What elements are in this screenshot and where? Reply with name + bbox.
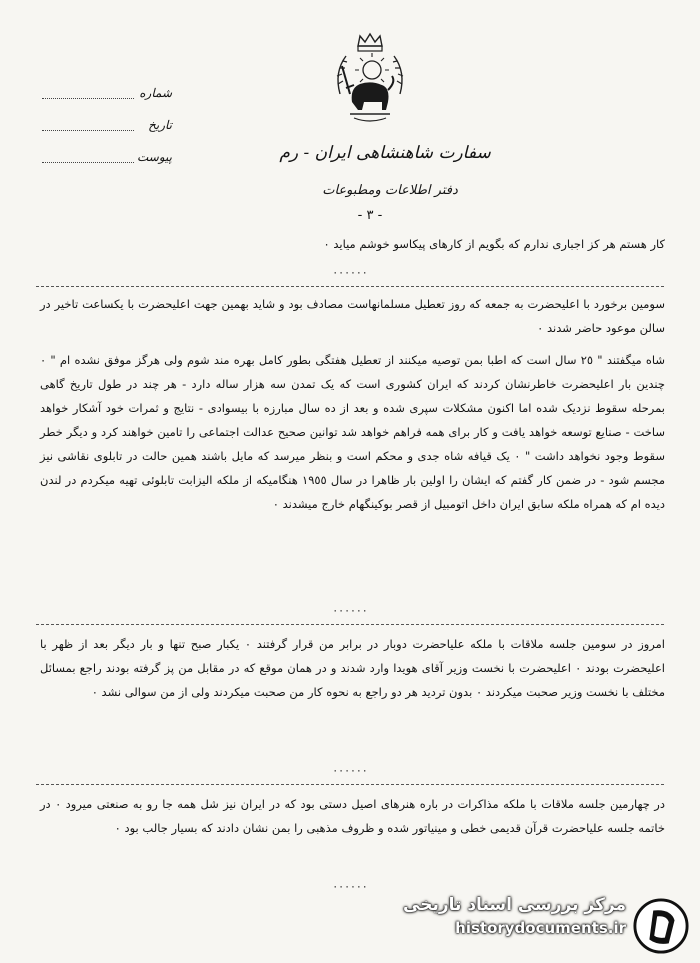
archive-logo-icon — [632, 897, 690, 955]
watermark-site: historydocuments.ir — [455, 919, 626, 937]
paragraph-1: کار هستم هر کز اجباری ندارم که بگویم از کارهای پیکاسو خوشم میاید ۰ — [323, 237, 665, 251]
separator-4: ۰۰۰۰۰۰ — [332, 880, 368, 893]
watermark-text — [396, 895, 626, 937]
header-fields — [42, 82, 172, 178]
date-label: تاریخ — [148, 118, 172, 132]
lion-and-sun-emblem — [330, 32, 410, 132]
number-field — [42, 82, 172, 114]
attachment-field — [42, 146, 172, 178]
attachment-label: پیوست — [137, 150, 172, 164]
separator-2: ۰۰۰۰۰۰ — [332, 604, 368, 617]
paragraph-5: در چهارمین جلسه ملاقات با ملکه مذاکرات در باره هنرهای اصیل دستی بود که در ایران نیز شل همه جا رو به صنعتی میرود ۰ در خاتمه جلسه علیاحضرت قرآن قدیمی خطی و مینیاتور شده و ظروف مذهبی را بمن نشان دادند که بسیار جالب بود ۰ — [40, 797, 665, 835]
paragraph-4: امروز در سومین جلسه ملاقات با ملکه علیاحضرت دوبار در برابر من قرار گرفتند ۰ یکبار صبح تنها و بار دیگر بعد از ظهر با اعلیحضرت بودند ۰ اعلیحضرت با نخست وزیر آقای هویدا وارد شدند و در همان موقع که در مقابل من پز گرفته بودند راجع بمسائل مختلف با نخست وزیر صحبت میکردند ۰ بدون تردید هر دو راجع به نحوه کار من صحبت میکردند ولی از من سوالی نشد ۰ — [40, 637, 666, 699]
page-number: - ٣ - — [357, 208, 383, 223]
department-name: دفتر اطلاعات ومطبوعات — [322, 183, 458, 198]
dotted-line — [42, 98, 134, 99]
number-label: شماره — [139, 86, 172, 100]
embassy-name: سفارت شاهنشاهی ایران - رم — [279, 143, 491, 163]
divider-line — [36, 784, 664, 785]
paragraph-3: شاه میگفتند " ٢٥ سال است که اطبا بمن توصیه میکنند از تعطیل هفتگی بطور کامل بهره مند شوم ولی هرگز موفق نشده ام " ۰ چندین بار اعلیحضرت خاطرنشان کردند که ایران کشوری است که یک تمدن سه هزار ساله دارد - هر چند در طول تاریخ گاهی بمرحله سقوط نزدیک شده اما اکنون مشکلات سپری شده و بعد از ده سال مبارزه با بیسوادی - نتایج و ثمرات خود آشکار خواهد ساخت - صنایع توسعه خواهد یافت و کار برای همه فراهم خواهد شد توانین صحیح عدالت اجتماعی را تامین خواهند کرد و دیگر خطر سقوط وجود نخواهد داشت " ۰ یک قیافه شاه جدی و محکم است و بنظر میرسد که مایل باشند همین حالت در تابلوی نقاشی نیز مجسم شود - در ضمن کار گفتم که ایشان را اولین بار ظاهرا در سال ١٩٥٥ هنگامیکه از ملکه الیزابت تابلوئی تهیه میکردم در لندن دیده ام که همراه ملکه سابق ایران داخل اتومبیل از قصر بوکینگهام خارج میشدند ۰ — [40, 353, 665, 511]
separator-3: ۰۰۰۰۰۰ — [332, 764, 368, 777]
divider-line — [36, 624, 664, 625]
dotted-line — [42, 130, 134, 131]
date-field — [42, 114, 172, 146]
paragraph-2: سومین برخورد با اعلیحضرت به جمعه که روز تعطیل مسلمانهاست مصادف بود و شاید بهمین جهت اعلیحضرت با یکساعت تاخیر در سالن موعود حاضر شدند ۰ — [40, 297, 665, 335]
separator-1: ۰۰۰۰۰۰ — [332, 266, 368, 279]
divider-line — [36, 286, 664, 287]
watermark-title: مرکز بررسی اسناد تاریخی — [403, 895, 626, 915]
dotted-line — [42, 162, 134, 163]
watermark — [394, 895, 694, 957]
